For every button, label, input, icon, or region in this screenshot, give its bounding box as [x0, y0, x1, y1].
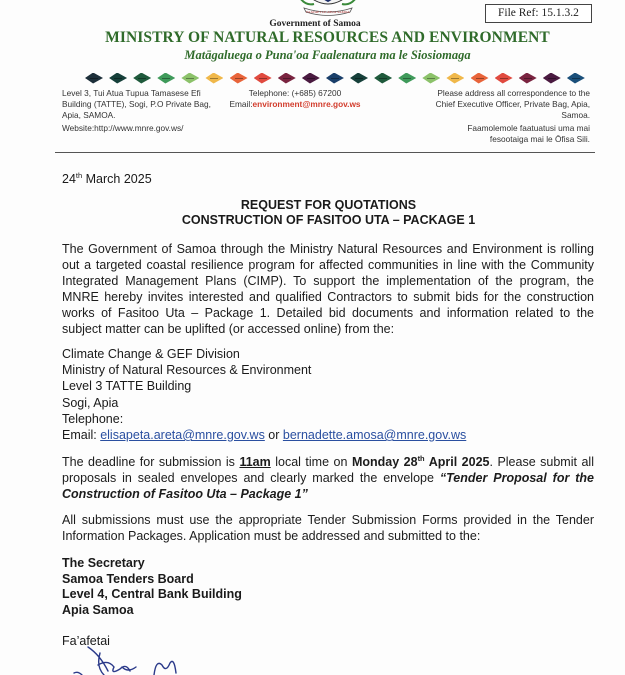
correspondence-line: Please address all correspondence to the: [437, 88, 590, 98]
diamond-icon: [157, 73, 175, 84]
diamond-icon: [278, 73, 296, 84]
diamond-icon: [567, 73, 585, 84]
deadline-text: The deadline for submission is: [62, 455, 240, 469]
email-label: Email:: [229, 99, 253, 109]
email-separator: or: [264, 428, 283, 443]
date-month-year: March 2025: [82, 172, 152, 186]
deadline-time: 11am: [239, 455, 271, 469]
government-label: Government of Samoa: [269, 19, 361, 29]
svg-text:FAAVAE I LE ATUA SAMOA: FAAVAE I LE ATUA SAMOA: [306, 10, 350, 14]
submission-paragraph: All submissions must use the appropriate Tender Submission Forms provided in the Tender Information Packages. Application must be addressed and submitted to the:: [62, 513, 594, 543]
diamond-icon: [446, 73, 464, 84]
diamond-icon: [422, 73, 440, 84]
letter-title: REQUEST FOR QUOTATIONS: [240, 198, 417, 212]
deadline-text: . Please submit all proposals in sealed envelopes and clearly marked the envelope: [62, 455, 594, 485]
correspondence-line: Chief Executive Officer, Private Bag, Apia,: [435, 99, 590, 109]
diamond-icon: [495, 73, 513, 84]
signature-icon: [70, 645, 190, 675]
diamond-icon: [85, 73, 103, 84]
ministry-email-link[interactable]: environment@mnre.gov.ws: [252, 99, 361, 109]
diamond-icon: [230, 73, 248, 84]
envelope-label: “Tender Proposal for the Construction of Fasitoo Uta – Package 1”: [62, 471, 594, 501]
deadline-day-suffix: th: [417, 454, 425, 463]
deadline-day: Monday 28: [351, 455, 418, 469]
diamond-icon: [133, 73, 151, 84]
ministry-name-samoan: Matāgaluega o Puna'oa Faalenatura ma le Siosiomaga: [184, 48, 471, 62]
correspondence-samoan-line: Faamolemole faatuatusi uma mai: [467, 123, 590, 133]
file-reference-box: File Ref: 15.1.3.2: [485, 4, 592, 23]
contact-line: Level 3 TATTE Building: [62, 379, 192, 394]
header-divider: [55, 152, 595, 153]
diamond-icon: [398, 73, 416, 84]
closing-salutation: Fa’afetai: [62, 634, 110, 648]
ministry-contact: [215, 88, 375, 110]
diamond-icon: [302, 73, 320, 84]
correspondence-samoan-line: fesootaiga mai le Ōfisa Sili.: [489, 134, 590, 144]
email-link-elisapeta[interactable]: elisapeta.areta@mnre.gov.ws: [100, 428, 265, 443]
intro-paragraph: The Government of Samoa through the Ministry Natural Resources and Environment is rolling out a targeted coastal resilience program for affected communities in line with the Community Integrated Management Plans (CIMP). To support the implementation of the program, the MNRE hereby invites interested and qualified Contractors to submit bids for the construction works of Fasitoo Uta – Package 1. Detailed bid documents and information related to the subject matter can be uplifted (or accessed online) from the:: [62, 242, 594, 336]
telephone-number: Telephone: (+685) 67200: [248, 88, 342, 98]
correspondence-samoan: [400, 123, 590, 145]
ministry-name: MINISTRY OF NATURAL RESOURCES AND ENVIRONMENT: [105, 29, 550, 46]
decorative-diamond-strip: [85, 71, 585, 85]
diamond-icon: [109, 73, 127, 84]
diamond-icon: [471, 73, 489, 84]
contact-block: [62, 346, 466, 443]
recipient-line: Level 4, Central Bank Building: [62, 587, 242, 601]
diamond-icon: [205, 73, 223, 84]
letter-date: [62, 171, 152, 186]
website-link[interactable]: Website:http://www.mnre.gov.ws/: [62, 123, 184, 133]
deadline-month-year: April 2025: [424, 455, 490, 469]
email-label: Email:: [62, 428, 101, 443]
email-link-bernadette[interactable]: bernadette.amosa@mnre.gov.ws: [282, 428, 467, 443]
coat-of-arms-icon: [290, 0, 366, 16]
diamond-icon: [374, 73, 392, 84]
contact-emails: [62, 427, 466, 443]
deadline-text: local time on: [270, 455, 352, 469]
ministry-address: [62, 88, 222, 134]
diamond-icon: [326, 73, 344, 84]
correspondence-line: Samoa.: [561, 110, 590, 120]
recipient-line: Samoa Tenders Board: [62, 571, 194, 586]
date-day: 24: [62, 172, 76, 186]
address-line: Apia, SAMOA.: [62, 110, 116, 120]
diamond-icon: [350, 73, 368, 84]
contact-line: Sogi, Apia: [62, 395, 119, 410]
recipient-line: Apia Samoa: [62, 602, 134, 617]
deadline-paragraph: [62, 451, 594, 502]
address-line: Building (TATTE), Sogi, P.O Private Bag,: [62, 99, 211, 109]
diamond-icon: [543, 73, 561, 84]
diamond-icon: [254, 73, 272, 84]
address-line: Level 3, Tui Atua Tupua Tamasese Efi: [62, 88, 201, 98]
diamond-icon: [181, 73, 199, 84]
contact-telephone: Telephone:: [62, 411, 124, 426]
contact-line: Ministry of Natural Resources & Environment: [62, 363, 312, 378]
diamond-icon: [519, 73, 537, 84]
date-suffix: th: [75, 171, 83, 180]
recipient-line: The Secretary: [62, 556, 145, 570]
correspondence-note: [400, 88, 590, 145]
contact-line: Climate Change & GEF Division: [62, 347, 240, 361]
letter-subtitle: CONSTRUCTION OF FASITOO UTA – PACKAGE 1: [181, 213, 476, 227]
recipient-address: [62, 556, 242, 618]
